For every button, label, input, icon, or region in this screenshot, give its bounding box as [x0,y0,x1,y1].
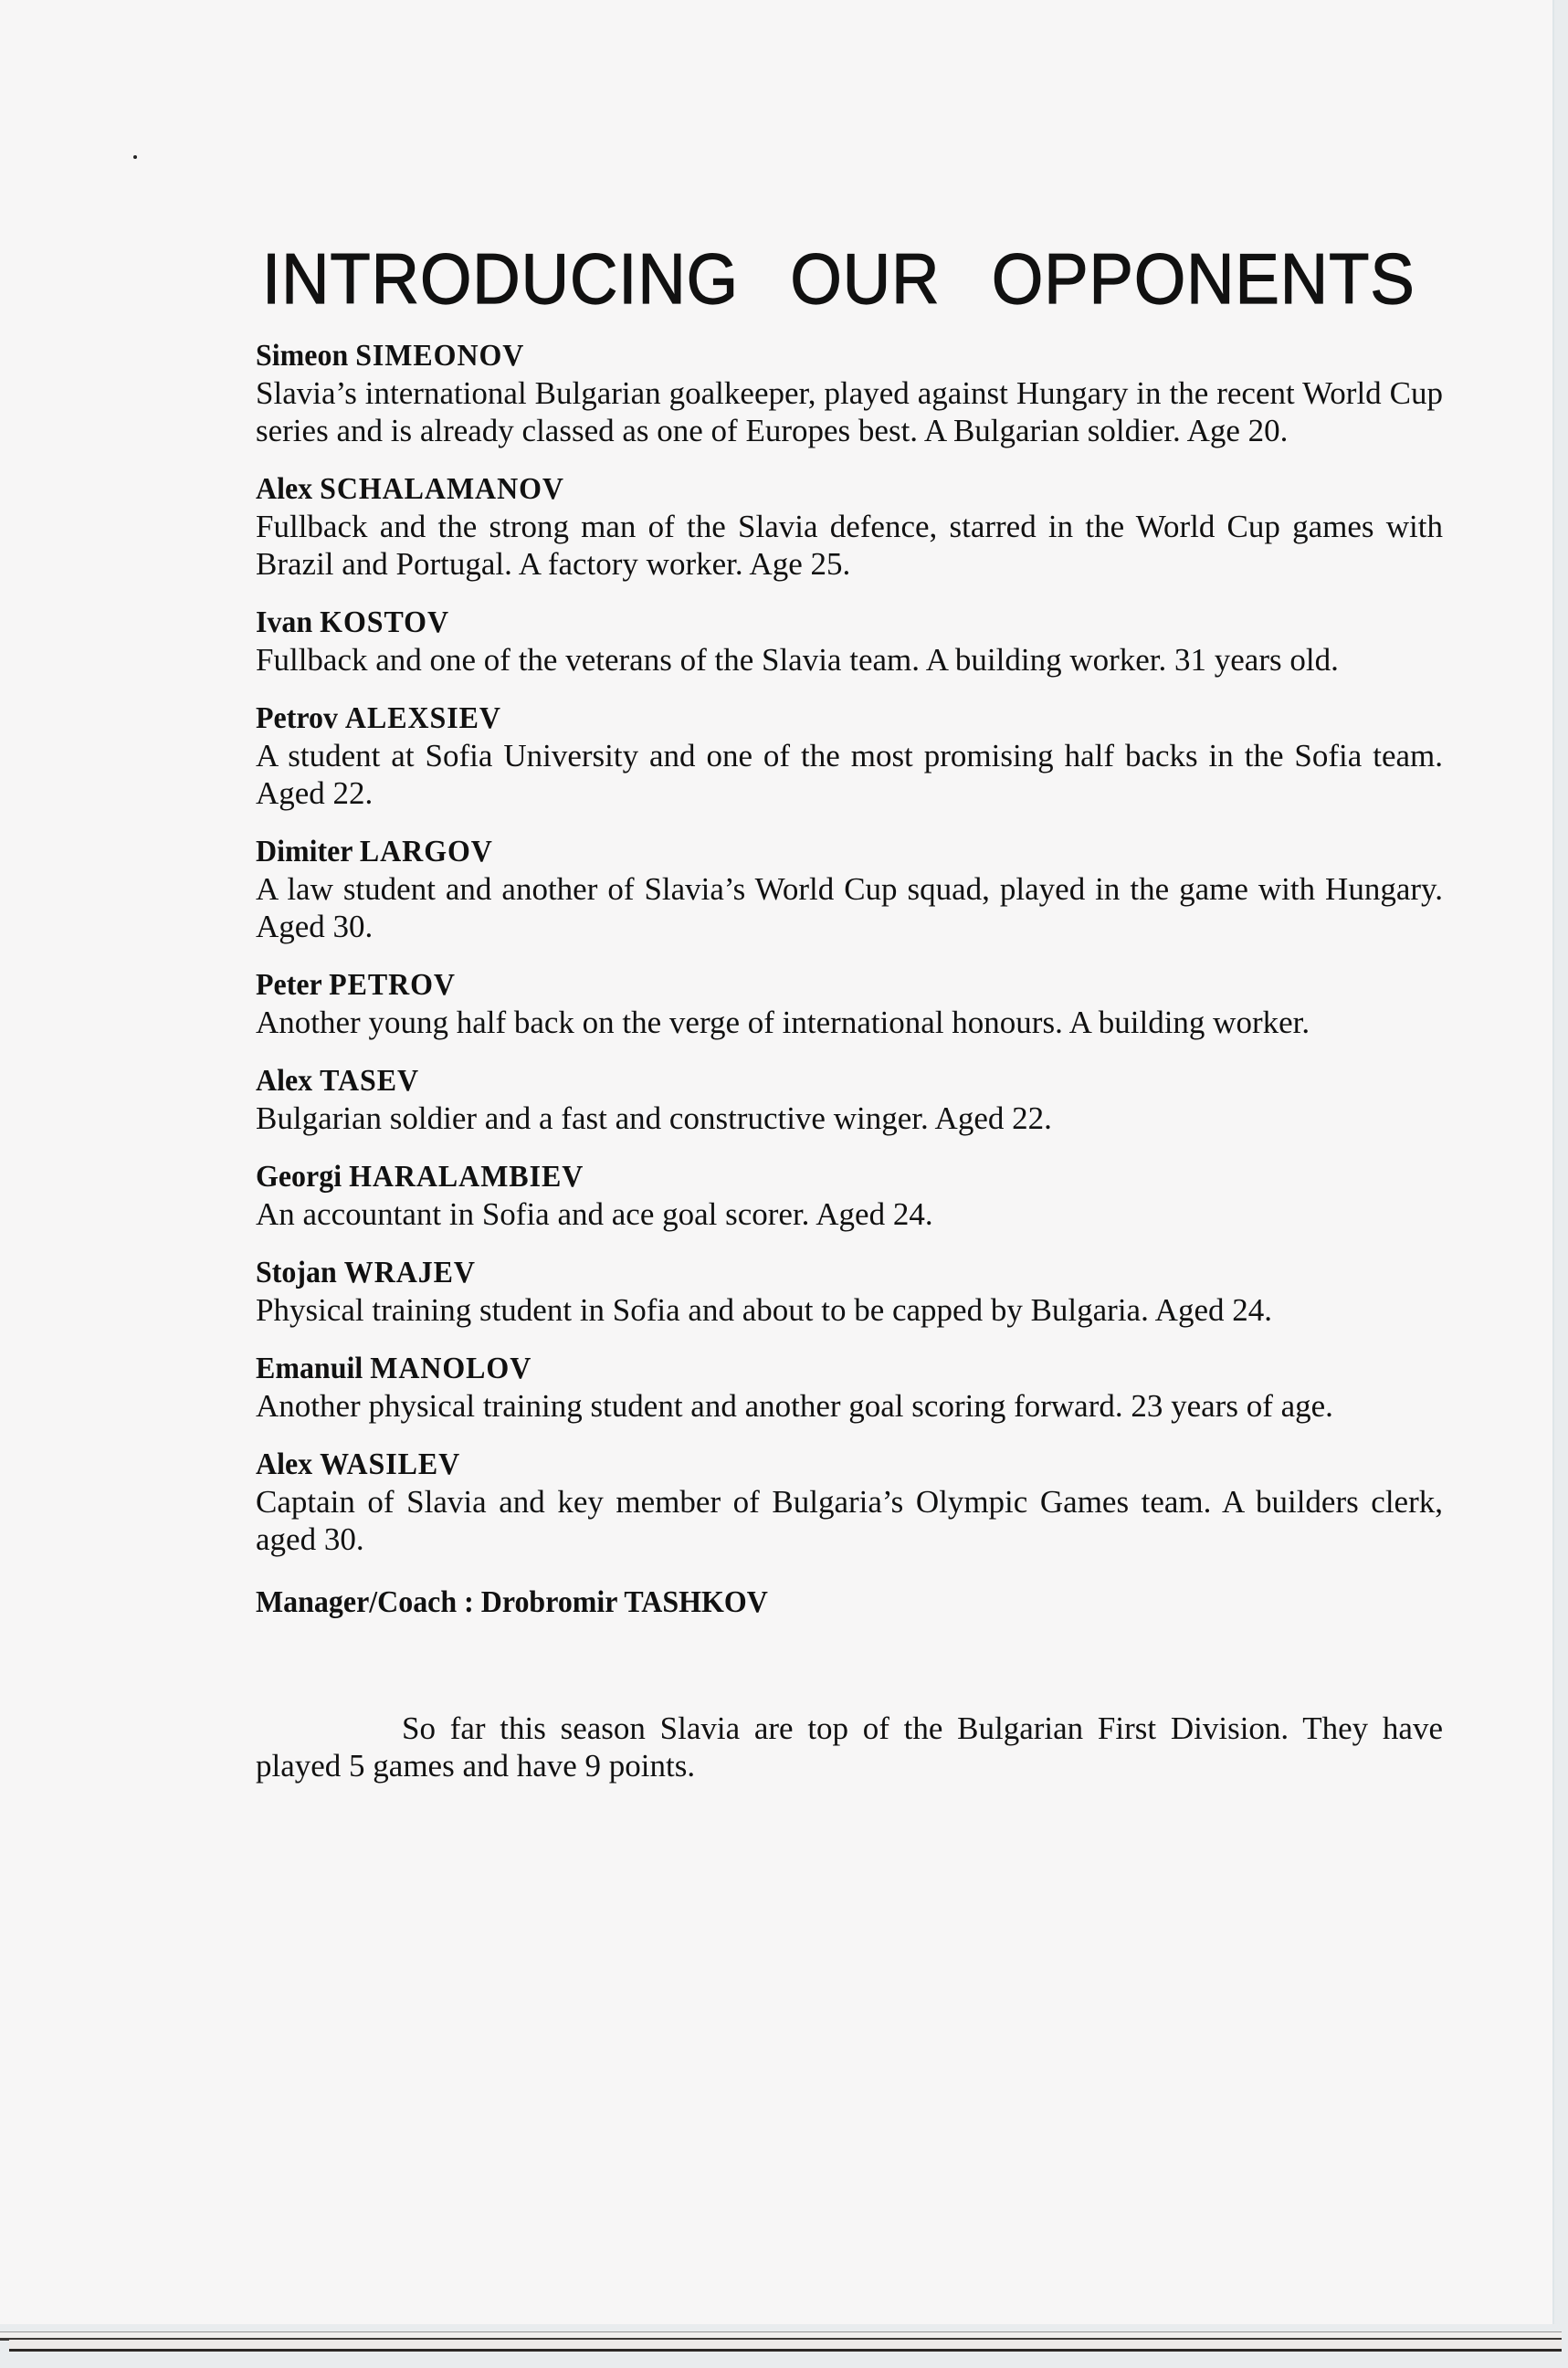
player-name [256,471,564,508]
manager-first-name: Drobromir [480,1585,617,1619]
player-surname: WRAJEV [343,1256,476,1289]
manager-line [256,1584,768,1621]
player-entry [256,832,1443,945]
player-first-name: Petrov [256,701,338,735]
player-description: A law student and another of Slavia’s World Cup squad, played in the game with Hungary. Aged 30. [256,871,1443,944]
player-surname: ALEXSIEV [344,701,501,735]
player-entry [256,1445,1443,1558]
player-description: Fullback and the strong man of the Slavia defence, starred in the World Cup games with Brazil and Portugal. A factory worker. Age 25. [256,509,1443,582]
player-surname: WASILEV [320,1447,461,1481]
player-entry [256,1253,1443,1329]
player-first-name: Ivan [256,605,313,639]
player-surname: PETROV [329,968,456,1002]
player-first-name: Simeon [256,339,349,373]
player-surname: LARGOV [359,835,493,868]
player-name [256,1351,531,1387]
opponents-list [256,336,1443,1816]
season-summary: So far this season Slavia are top of the Bulgarian First Division. They have played 5 games and have 9 points. [256,1710,1443,1784]
player-surname: MANOLOV [370,1352,532,1385]
player-first-name: Emanuil [256,1352,363,1385]
player-description: Another young half back on the verge of international honours. A building worker. [256,1005,1310,1040]
player-surname: HARALAMBIEV [349,1160,584,1194]
player-entry [256,336,1443,449]
player-entry [256,1349,1443,1425]
player-entry [256,469,1443,583]
player-surname: TASEV [320,1064,420,1098]
player-entry [256,1157,1443,1233]
player-description: Fullback and one of the veterans of the Slavia team. A building worker. 31 years old. [256,642,1339,678]
player-first-name: Georgi [256,1160,342,1194]
player-entry [256,699,1443,812]
player-description: Physical training student in Sofia and about to be capped by Bulgaria. Aged 24. [256,1292,1272,1328]
manager-label: Manager/Coach : [256,1585,474,1619]
player-name [256,338,524,374]
player-first-name: Dimiter [256,835,353,868]
player-entry [256,1061,1443,1137]
player-name [256,967,456,1004]
player-name [256,834,493,870]
player-name [256,700,501,737]
player-surname: SIMEONOV [355,339,525,373]
player-description: Captain of Slavia and key member of Bulgaria’s Olympic Games team. A builders clerk, aged 30. [256,1484,1443,1557]
player-description: An accountant in Sofia and ace goal scorer. Aged 24. [256,1196,933,1232]
player-description: Slavia’s international Bulgarian goalkeeper, played against Hungary in the recent World Cup series and is already classed as one of Europes best. A Bulgarian soldier. Age 20. [256,375,1443,448]
player-first-name: Alex [256,1447,313,1481]
player-description: A student at Sofia University and one of the most promising half backs in the Sofia team. Aged 22. [256,738,1443,811]
player-description: Bulgarian soldier and a fast and constructive winger. Aged 22. [256,1100,1052,1136]
player-entry [256,965,1443,1041]
player-first-name: Stojan [256,1256,337,1289]
player-first-name: Alex [256,472,313,506]
player-name [256,605,449,641]
player-first-name: Alex [256,1064,313,1098]
player-name [256,1159,584,1195]
ink-speck [133,155,137,159]
player-first-name: Peter [256,968,322,1002]
players-container [256,336,1443,1558]
player-entry [256,603,1443,679]
player-surname: SCHALAMANOV [320,472,564,506]
player-surname: KOSTOV [320,605,449,639]
manager-surname: TASHKOV [624,1585,768,1619]
page-title: INTRODUCING OUR OPPONENTS [262,238,1415,320]
player-name [256,1447,460,1483]
player-name [256,1063,419,1100]
player-description: Another physical training student and another goal scoring forward. 23 years of age. [256,1388,1333,1424]
player-name [256,1255,476,1291]
page-stack-edge [9,2340,1562,2352]
